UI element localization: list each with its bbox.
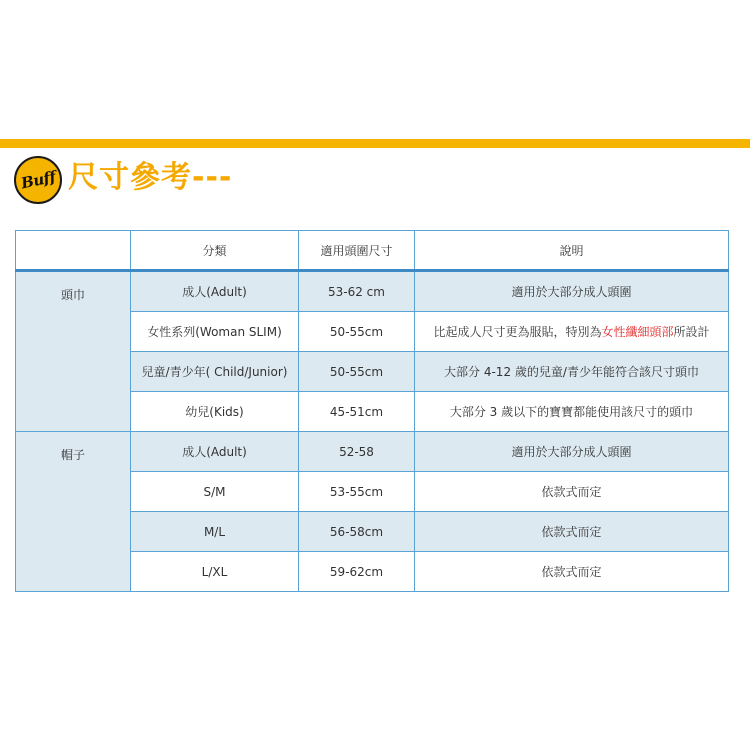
category-cell: 女性系列(Woman SLIM): [131, 312, 299, 352]
size-cell: 45-51cm: [299, 392, 415, 432]
note-highlight: 女性纖細頭部: [601, 325, 674, 339]
category-cell: S/M: [131, 472, 299, 512]
logo-text: Buff: [19, 167, 57, 193]
category-cell: 兒童/青少年( Child/Junior): [131, 352, 299, 392]
category-cell: M/L: [131, 512, 299, 552]
note-text: 所設計: [673, 325, 710, 339]
group-label-hats: 帽子: [16, 432, 131, 592]
table-row: [16, 271, 729, 312]
note-cell: 依款式而定: [415, 552, 729, 592]
page-title: 尺寸參考---: [68, 160, 233, 195]
note-cell: 依款式而定: [415, 512, 729, 552]
header-cell-note: 說明: [415, 231, 729, 271]
note-cell: 適用於大部分成人頭圍: [415, 271, 729, 312]
header-cell-category: 分類: [131, 231, 299, 271]
category-cell: 幼兒(Kids): [131, 392, 299, 432]
size-cell: 53-55cm: [299, 472, 415, 512]
table-header-row: [16, 231, 729, 271]
size-cell: 53-62 cm: [299, 271, 415, 312]
group-label-headwear: 頭巾: [16, 271, 131, 432]
size-cell: 56-58cm: [299, 512, 415, 552]
size-cell: 52-58: [299, 432, 415, 472]
note-cell: 大部分 4-12 歲的兒童/青少年能符合該尺寸頭巾: [415, 352, 729, 392]
note-cell: 大部分 3 歲以下的寶寶都能使用該尺寸的頭巾: [415, 392, 729, 432]
note-cell: [415, 312, 729, 352]
note-cell: 依款式而定: [415, 472, 729, 512]
category-cell: L/XL: [131, 552, 299, 592]
note-cell: 適用於大部分成人頭圍: [415, 432, 729, 472]
size-table: [15, 230, 729, 592]
header-cell-group: [16, 231, 131, 271]
size-cell: 59-62cm: [299, 552, 415, 592]
size-cell: 50-55cm: [299, 352, 415, 392]
header-accent-bar: [0, 139, 750, 148]
size-cell: 50-55cm: [299, 312, 415, 352]
category-cell: 成人(Adult): [131, 271, 299, 312]
category-cell: 成人(Adult): [131, 432, 299, 472]
header-cell-size: 適用頭圍尺寸: [299, 231, 415, 271]
buff-logo: [14, 156, 62, 204]
table-row: [16, 432, 729, 472]
note-text: 比起成人尺寸更為服貼，特別為: [433, 325, 602, 339]
